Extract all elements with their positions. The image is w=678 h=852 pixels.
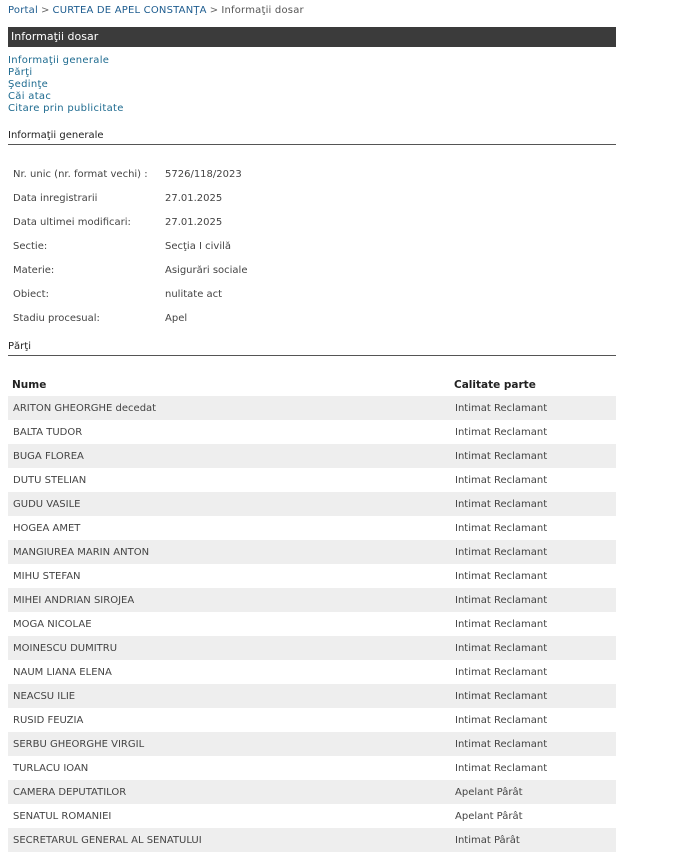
party-name: CAMERA DEPUTATILOR	[8, 780, 450, 804]
nav-link-cai-atac[interactable]: Căi atac	[8, 91, 52, 102]
nav-link-parti[interactable]: Părţi	[8, 67, 33, 78]
breadcrumb-court-link[interactable]: CURTEA DE APEL CONSTANŢA	[52, 5, 207, 16]
party-role: Intimat Reclamant	[455, 618, 548, 630]
party-role: Apelant Pârât	[455, 810, 523, 822]
party-role: Intimat Reclamant	[455, 474, 548, 486]
info-label: Data inregistrarii	[13, 192, 98, 204]
party-name: ARITON GHEORGHE decedat	[8, 396, 450, 420]
info-row	[8, 258, 248, 282]
party-name: SENATUL ROMANIEI	[13, 810, 112, 822]
party-name: MOGA NICOLAE	[13, 618, 92, 630]
table-row	[8, 828, 616, 852]
info-value: Secţia I civilă	[165, 240, 232, 252]
table-row	[8, 564, 616, 588]
party-name: BALTA TUDOR	[13, 426, 83, 438]
table-row	[8, 756, 616, 780]
party-role: Intimat Reclamant	[450, 444, 616, 468]
party-role: Intimat Reclamant	[450, 588, 616, 612]
column-header-calitate: Calitate parte	[454, 379, 536, 391]
parti-heading: Părţi	[8, 341, 616, 356]
info-row	[8, 186, 248, 210]
table-row	[8, 444, 616, 468]
info-value: nulitate act	[165, 288, 223, 300]
party-role: Intimat Reclamant	[455, 714, 548, 726]
party-role: Intimat Reclamant	[450, 684, 616, 708]
breadcrumb-separator: >	[40, 5, 50, 16]
table-row	[8, 708, 616, 732]
party-role: Intimat Reclamant	[455, 522, 548, 534]
table-row	[8, 684, 616, 708]
table-row	[8, 804, 616, 828]
page	[8, 0, 616, 852]
party-name: SECRETARUL GENERAL AL SENATULUI	[8, 828, 450, 852]
party-name: BUGA FLOREA	[8, 444, 450, 468]
general-info-heading: Informaţii generale	[8, 130, 616, 145]
info-label: Stadiu procesual:	[13, 312, 100, 324]
info-label: Data ultimei modificari:	[13, 216, 131, 228]
party-name: TURLACU IOAN	[13, 762, 89, 774]
party-role: Intimat Reclamant	[455, 666, 548, 678]
info-value: 5726/118/2023	[165, 168, 242, 180]
table-row	[8, 396, 616, 420]
page-title: Informaţii dosar	[8, 27, 616, 47]
table-row	[8, 420, 616, 444]
party-role: Intimat Reclamant	[455, 570, 548, 582]
parti-table	[8, 374, 616, 852]
table-row	[8, 540, 616, 564]
info-row	[8, 162, 248, 186]
table-row	[8, 588, 616, 612]
table-row	[8, 636, 616, 660]
info-value: 27.01.2025	[165, 192, 223, 204]
info-row	[8, 282, 248, 306]
party-role: Intimat Pârât	[450, 828, 616, 852]
table-row	[8, 660, 616, 684]
party-name: DUTU STELIAN	[13, 474, 87, 486]
info-label: Materie:	[13, 264, 55, 276]
table-row	[8, 516, 616, 540]
party-name: RUSID FEUZIA	[13, 714, 84, 726]
party-name: SERBU GHEORGHE VIRGIL	[8, 732, 450, 756]
party-name: HOGEA AMET	[13, 522, 81, 534]
party-role: Intimat Reclamant	[455, 426, 548, 438]
breadcrumb-current: Informaţii dosar	[221, 5, 304, 16]
breadcrumb	[8, 0, 616, 27]
section-nav	[8, 55, 616, 115]
table-row	[8, 732, 616, 756]
party-name: MIHU STEFAN	[13, 570, 81, 582]
info-value: Asigurări sociale	[165, 264, 248, 276]
party-role: Intimat Reclamant	[450, 396, 616, 420]
column-header-nume: Nume	[12, 379, 47, 391]
party-role: Intimat Reclamant	[455, 762, 548, 774]
info-value: 27.01.2025	[165, 216, 223, 228]
party-name: GUDU VASILE	[8, 492, 450, 516]
party-role: Intimat Reclamant	[450, 492, 616, 516]
table-row	[8, 492, 616, 516]
breadcrumb-separator: >	[209, 5, 219, 16]
party-name: MOINESCU DUMITRU	[8, 636, 450, 660]
nav-link-informatii-generale[interactable]: Informaţii generale	[8, 55, 110, 66]
nav-link-citare-publicitate[interactable]: Citare prin publicitate	[8, 103, 124, 114]
party-role: Intimat Reclamant	[450, 540, 616, 564]
nav-link-sedinte[interactable]: Şedinţe	[8, 79, 49, 90]
table-row	[8, 780, 616, 804]
general-info-table	[8, 162, 248, 330]
info-row	[8, 210, 248, 234]
info-label: Nr. unic (nr. format vechi) :	[13, 168, 148, 180]
breadcrumb-portal-link[interactable]: Portal	[8, 5, 38, 16]
table-row	[8, 612, 616, 636]
party-name: NEACSU ILIE	[8, 684, 450, 708]
info-row	[8, 306, 248, 330]
party-name: NAUM LIANA ELENA	[13, 666, 112, 678]
party-role: Intimat Reclamant	[450, 636, 616, 660]
table-row	[8, 468, 616, 492]
parti-header-row	[8, 374, 616, 396]
info-value: Apel	[165, 312, 188, 324]
party-role: Apelant Pârât	[450, 780, 616, 804]
info-row	[8, 234, 248, 258]
party-role: Intimat Reclamant	[450, 732, 616, 756]
party-name: MIHEI ANDRIAN SIROJEA	[8, 588, 450, 612]
party-name: MANGIUREA MARIN ANTON	[8, 540, 450, 564]
info-label: Obiect:	[13, 288, 49, 300]
info-label: Sectie:	[13, 240, 48, 252]
